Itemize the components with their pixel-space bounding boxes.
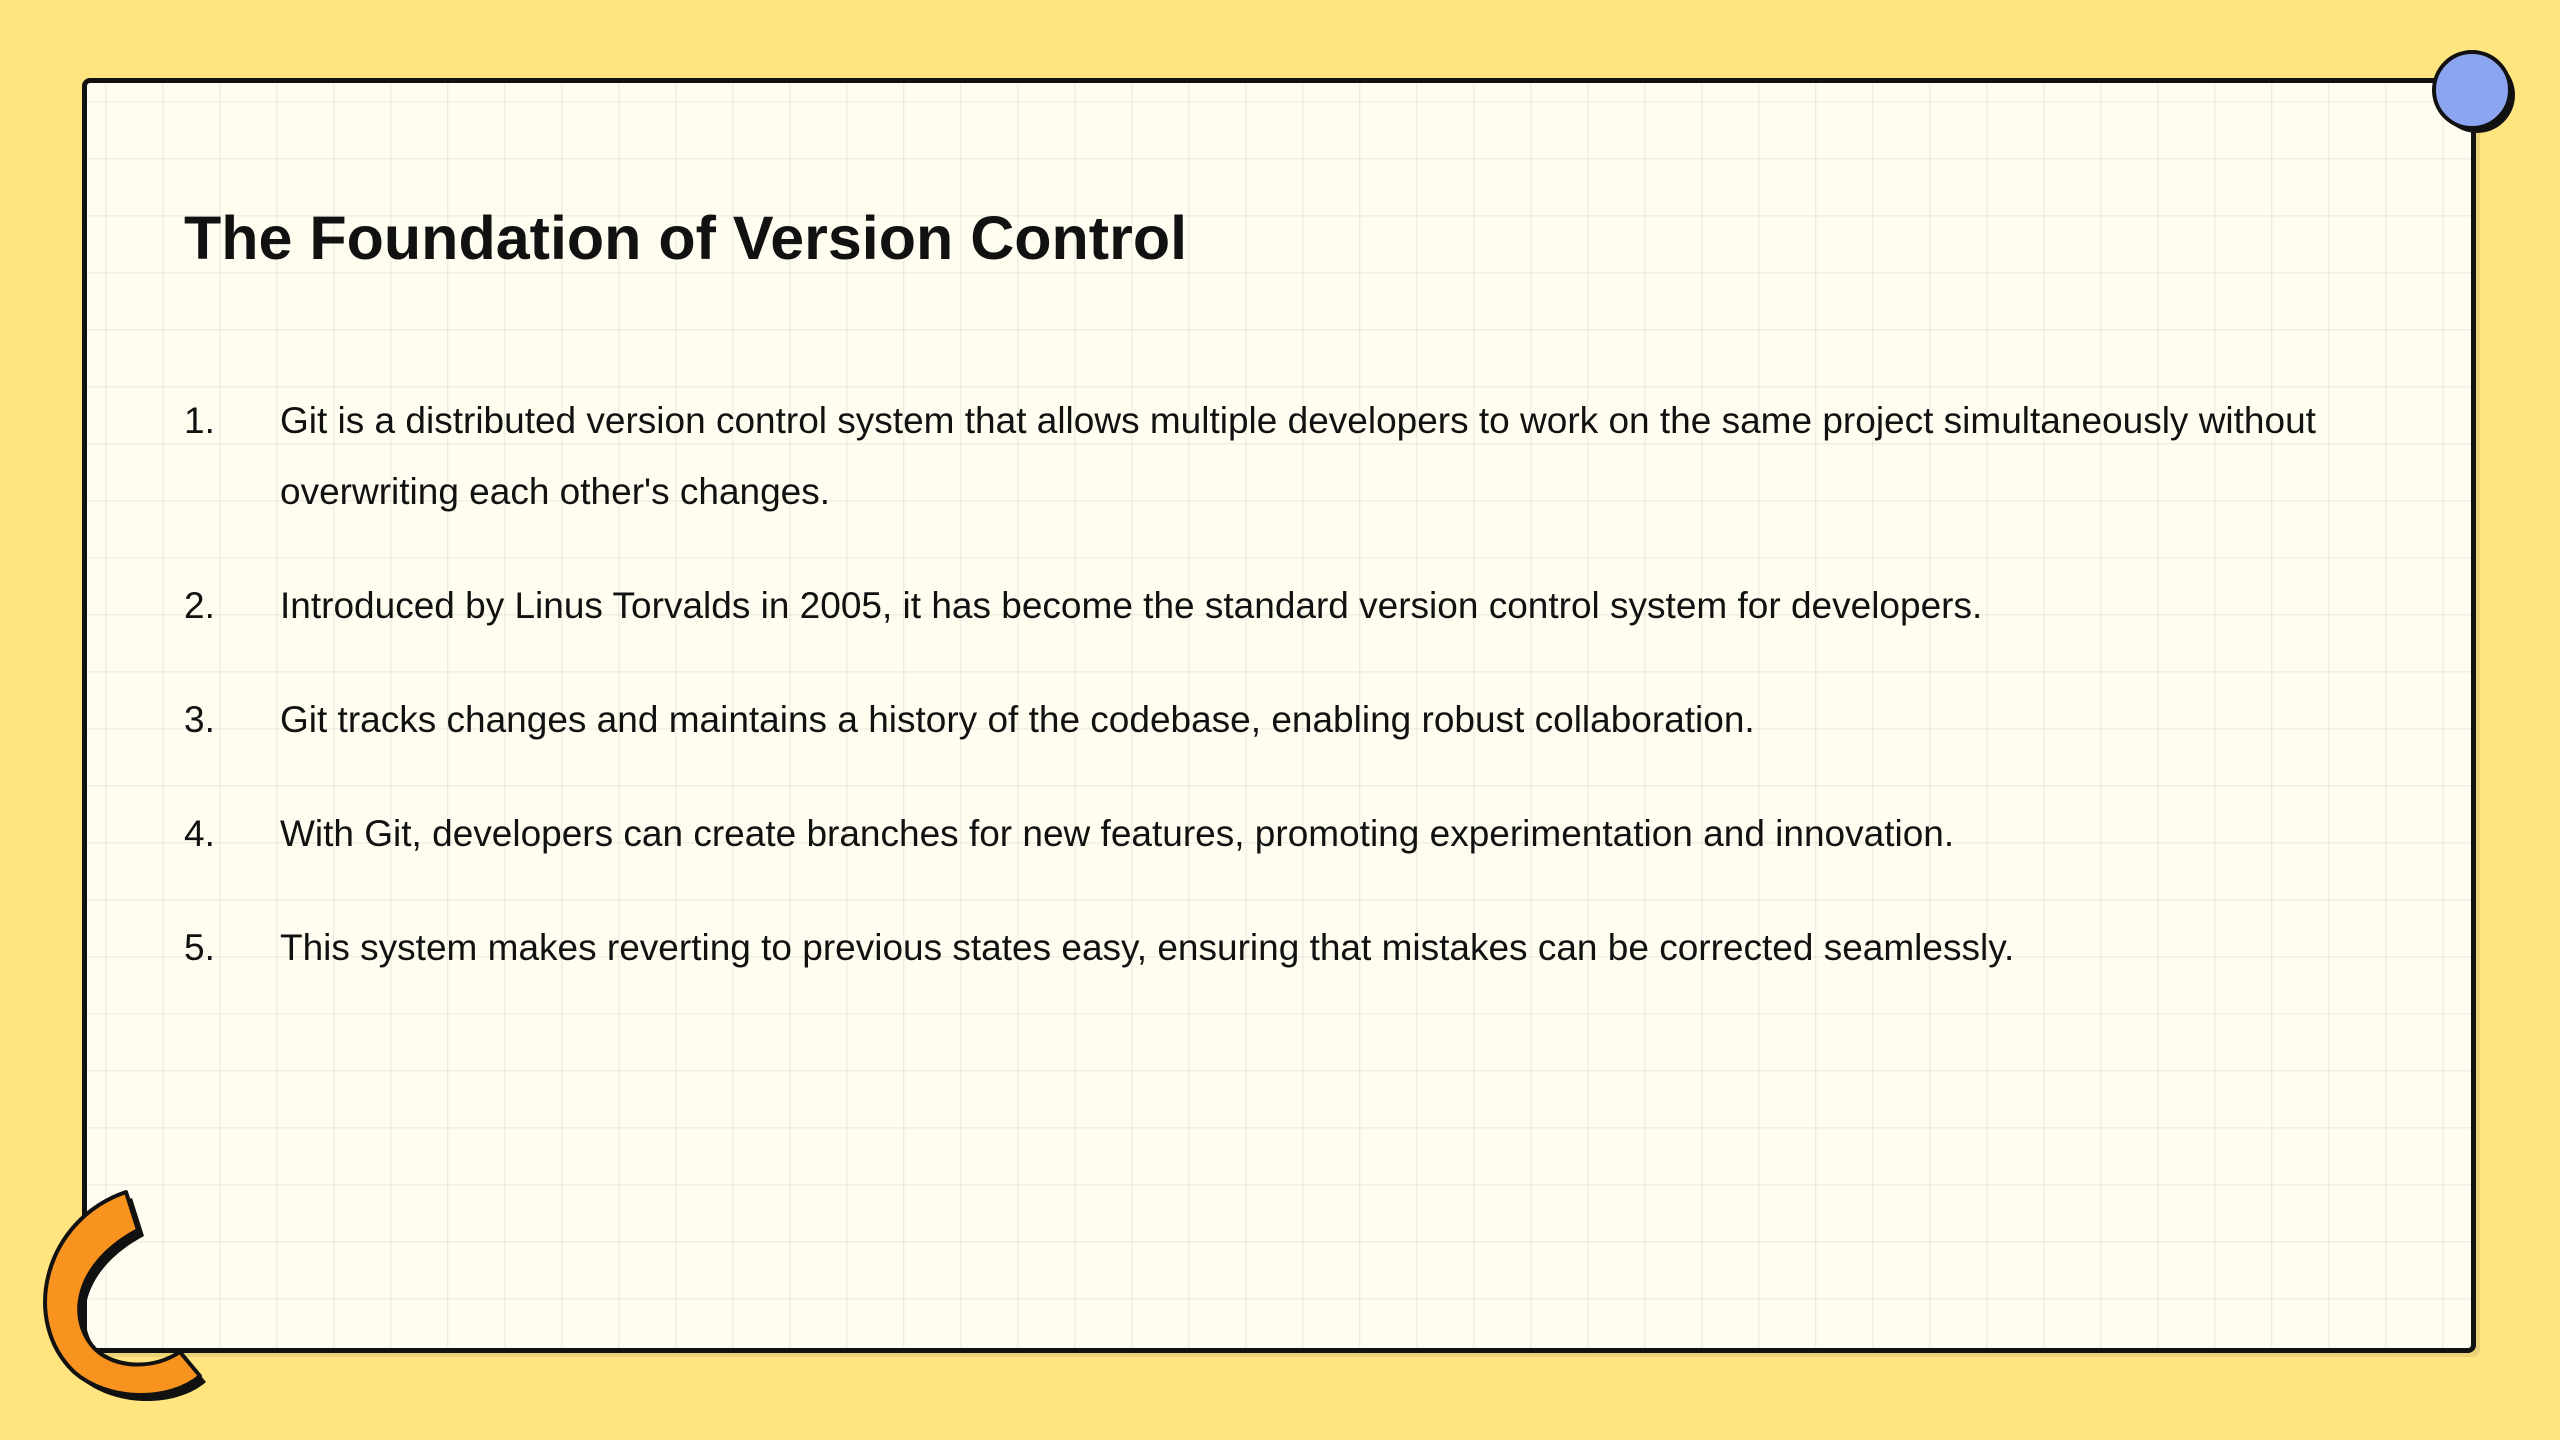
slide-title: The Foundation of Version Control <box>184 204 1188 272</box>
list-item-text: With Git, developers can create branches for new features, promoting experimentation and innovation. <box>280 813 1955 854</box>
list-item-number: 4. <box>184 813 215 854</box>
list-item-number: 5. <box>184 927 215 968</box>
orange-c-shape-icon <box>20 1180 210 1410</box>
list-item <box>184 798 2424 869</box>
list-item <box>184 570 2424 641</box>
blue-circle-icon <box>2430 48 2516 134</box>
list-item <box>184 684 2424 755</box>
list-item-text: Git is a distributed version control system that allows multiple developers to work on the same project simultaneously without overwriting each other's changes. <box>280 400 2316 512</box>
list-item <box>184 385 2424 527</box>
list-item-text: Introduced by Linus Torvalds in 2005, it has become the standard version control system for developers. <box>280 585 1983 626</box>
slide-card <box>82 78 2476 1353</box>
list-item-text: This system makes reverting to previous states easy, ensuring that mistakes can be corrected seamlessly. <box>280 927 2015 968</box>
bullet-list <box>184 385 2424 1026</box>
list-item-number: 1. <box>184 400 215 441</box>
list-item-number: 2. <box>184 585 215 626</box>
list-item-text: Git tracks changes and maintains a history of the codebase, enabling robust collaboration. <box>280 699 1755 740</box>
list-item <box>184 912 2424 983</box>
list-item-number: 3. <box>184 699 215 740</box>
